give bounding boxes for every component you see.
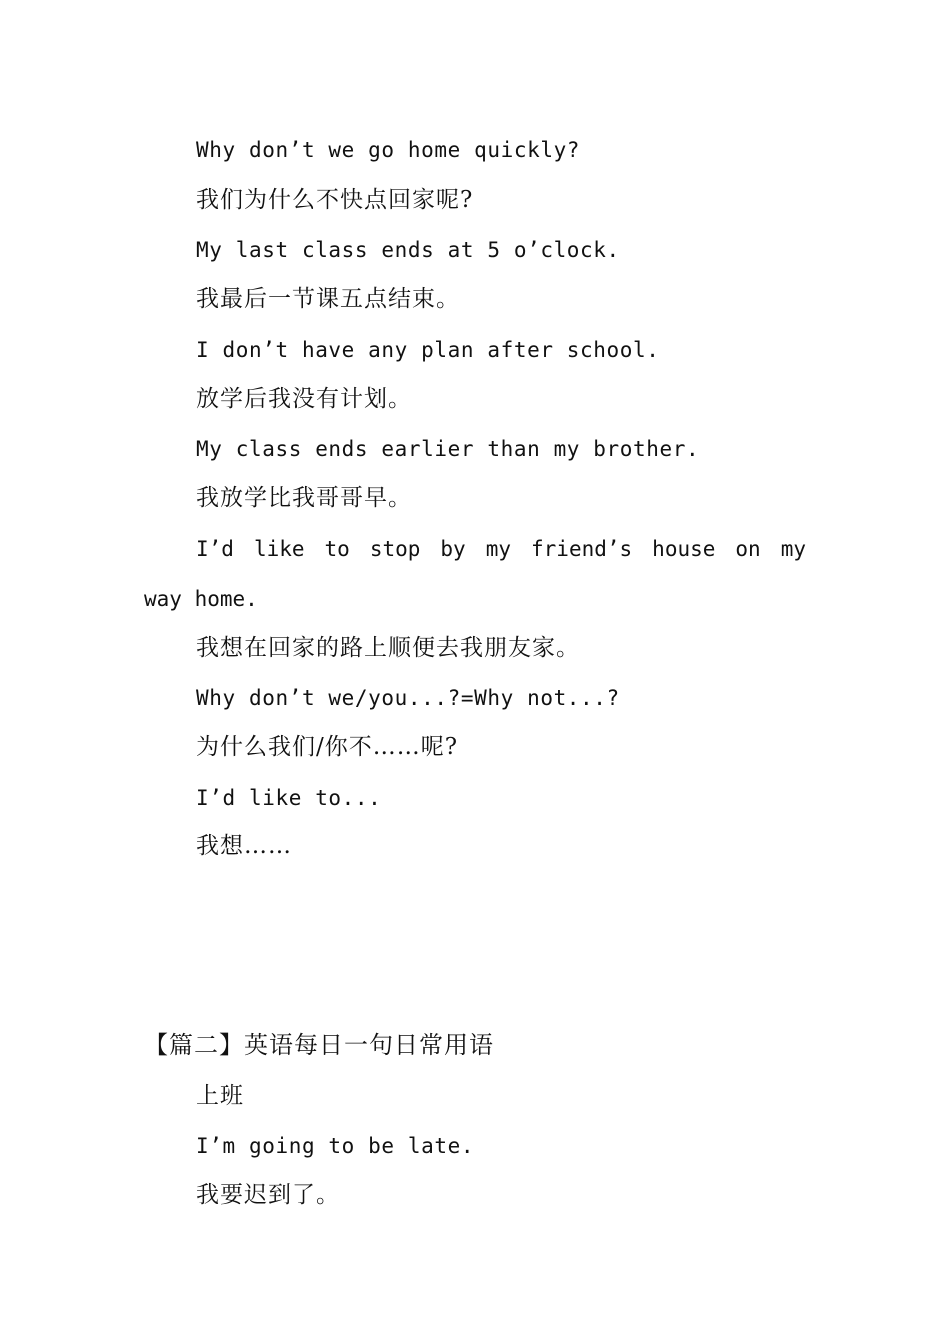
sentence-chinese: 我最后一节课五点结束。 bbox=[196, 286, 460, 312]
sentence-english-wrapped-line2: way home. bbox=[144, 587, 258, 611]
section-heading: 【篇二】英语每日一句日常用语 bbox=[144, 1031, 494, 1059]
sentence-english: Why don’t we/you...?=Why not...? bbox=[196, 686, 620, 710]
topic-label: 上班 bbox=[196, 1083, 244, 1109]
sentence-chinese: 我们为什么不快点回家呢? bbox=[196, 187, 474, 213]
sentence-english: My last class ends at 5 o’clock. bbox=[196, 238, 620, 262]
sentence-chinese: 我放学比我哥哥早。 bbox=[196, 485, 412, 511]
sentence-chinese: 放学后我没有计划。 bbox=[196, 386, 412, 412]
sentence-english: I’d like to... bbox=[196, 786, 382, 810]
sentence-chinese: 我想…… bbox=[196, 833, 292, 859]
sentence-english: My class ends earlier than my brother. bbox=[196, 437, 700, 461]
sentence-english: Why don’t we go home quickly? bbox=[196, 138, 581, 162]
sentence-english: I don’t have any plan after school. bbox=[196, 338, 660, 362]
sentence-english-wrapped-line1: I’d like to stop by my friend’s house on my bbox=[196, 537, 806, 561]
sentence-chinese: 我想在回家的路上顺便去我朋友家。 bbox=[196, 635, 580, 661]
sentence-chinese: 为什么我们/你不……呢? bbox=[196, 734, 459, 760]
sentence-chinese: 我要迟到了。 bbox=[196, 1182, 340, 1208]
sentence-english: I’m going to be late. bbox=[196, 1134, 475, 1158]
